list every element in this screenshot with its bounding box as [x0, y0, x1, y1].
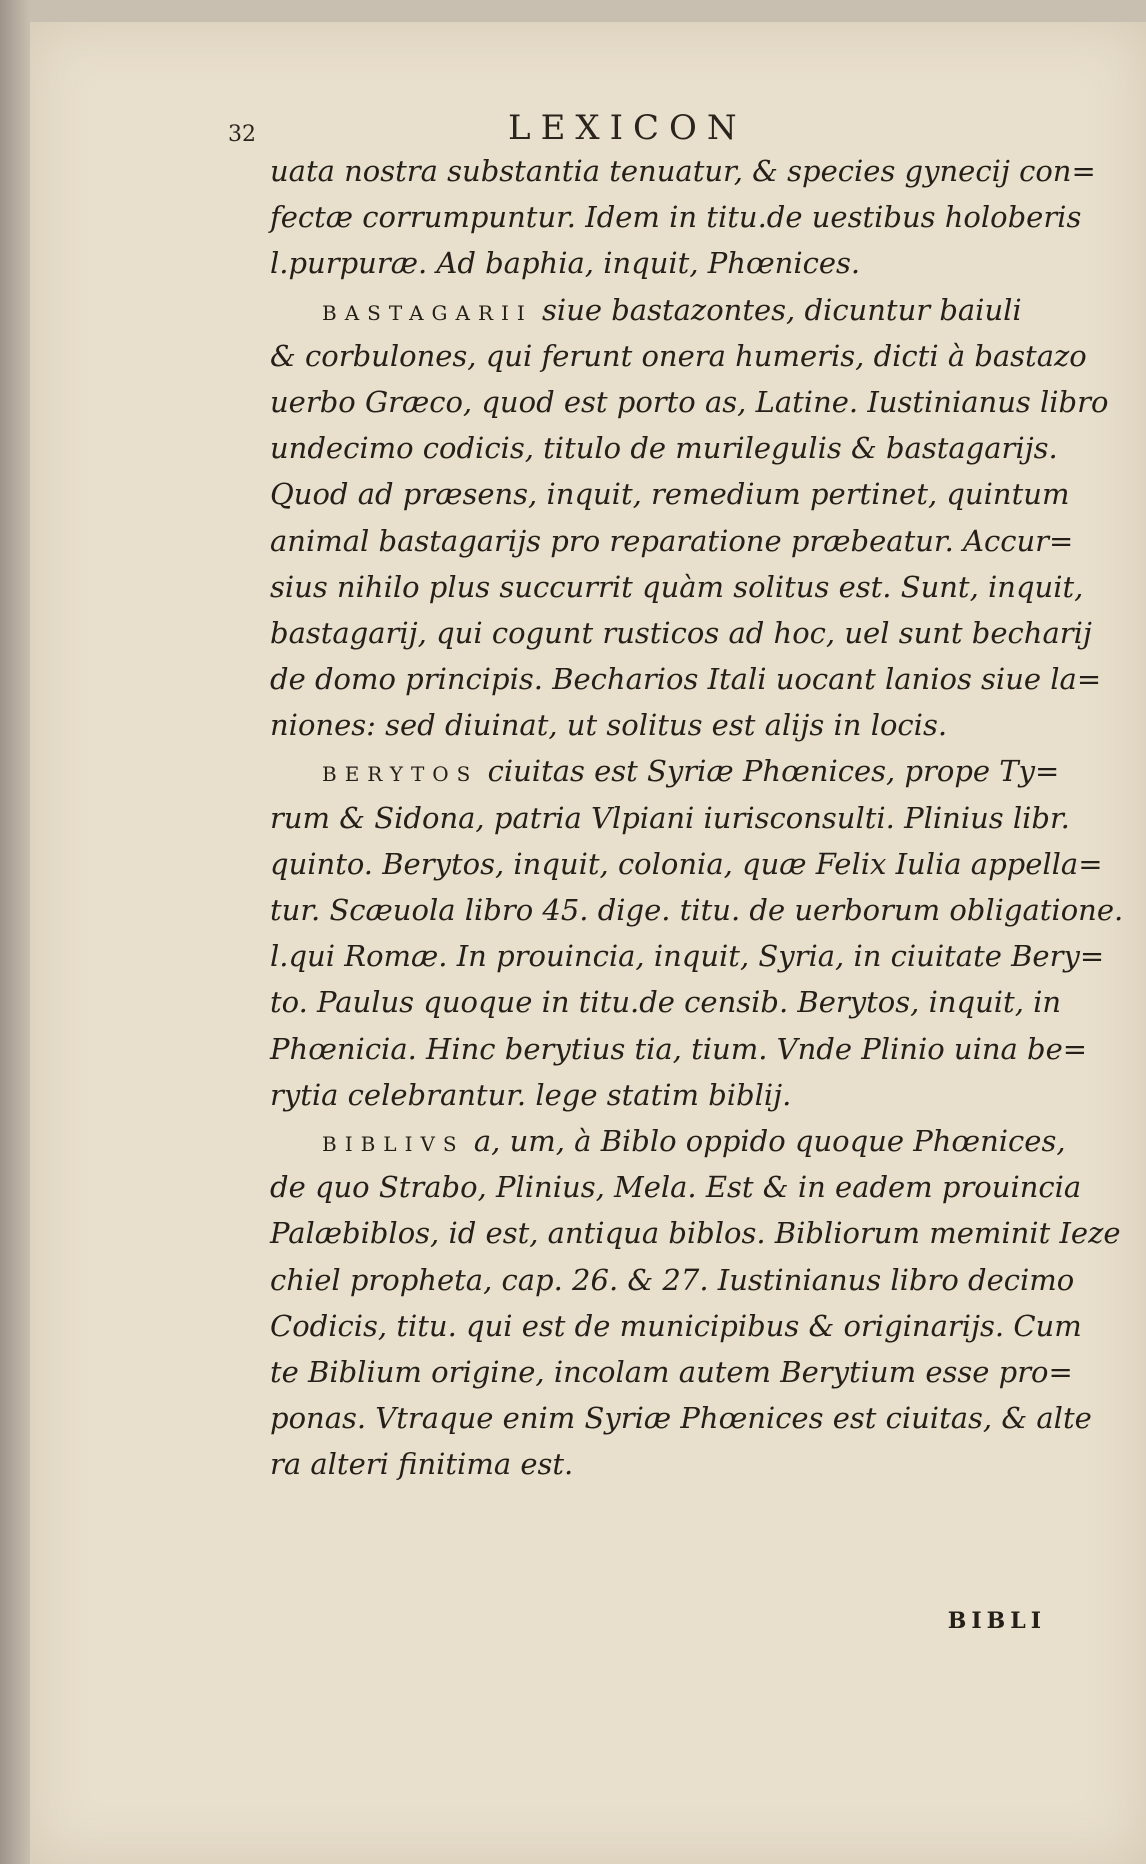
entry-bastagarii — [270, 287, 1110, 333]
body-text — [270, 148, 1124, 1487]
text-line: undecimo codicis, titulo de murilegulis & bastagarijs. — [270, 431, 1058, 466]
catchword: BIBLI — [947, 1608, 1046, 1634]
entry-biblius — [270, 1118, 1110, 1164]
text-line: bastagarij, qui cogunt rusticos ad hoc, uel sunt becharij — [270, 615, 1092, 650]
text-line: l.purpuræ. Ad baphia, inquit, Phœnices. — [270, 246, 861, 281]
text-line: uerbo Græco, quod est porto as, Latine. Iustinianus libro — [270, 384, 1109, 419]
headword-biblius: BIBLIVS — [322, 1131, 465, 1156]
text-line: Codicis, titu. qui est de municipibus & originarijs. Cum — [270, 1308, 1082, 1343]
text-line: chiel propheta, cap. 26. & 27. Iustinianus libro decimo — [270, 1262, 1075, 1297]
running-head — [0, 108, 1146, 148]
text-line: fectæ corrumpuntur. Idem in titu.de uestibus holoberis — [270, 200, 1082, 235]
page-number: 32 — [228, 122, 256, 147]
text-line: siue bastazontes, dicuntur baiuli — [542, 292, 1022, 327]
text-line: rytia celebrantur. lege statim biblij. — [270, 1077, 792, 1112]
text-line: Phœnicia. Hinc berytius tia, tium. Vnde Plinio uina be= — [270, 1031, 1088, 1066]
text-line: animal bastagarijs pro reparatione præbeatur. Accur= — [270, 523, 1074, 558]
text-line: Quod ad præsens, inquit, remedium pertinet, quintum — [270, 477, 1070, 512]
text-line: sius nihilo plus succurrit quàm solitus est. Sunt, inquit, — [270, 569, 1084, 604]
text-line: ciuitas est Syriæ Phœnices, prope Ty= — [487, 754, 1060, 789]
text-line: ponas. Vtraque enim Syriæ Phœnices est ciuitas, & alte — [270, 1401, 1092, 1436]
entry-berytos — [270, 748, 1110, 794]
text-line: to. Paulus quoque in titu.de censib. Berytos, inquit, in — [270, 985, 1062, 1020]
text-line: uata nostra substantia tenuatur, & species gynecij con= — [270, 154, 1096, 188]
text-line: tur. Scæuola libro 45. dige. titu. de uerborum obligatione. — [270, 893, 1124, 927]
text-line: l.qui Romæ. In prouincia, inquit, Syria, in ciuitate Bery= — [270, 939, 1105, 974]
text-line: de quo Strabo, Plinius, Mela. Est & in eadem prouincia — [270, 1170, 1082, 1205]
text-line: & corbulones, qui ferunt onera humeris, dicti à bastazo — [270, 338, 1087, 373]
headword-berytos: BERYTOS — [322, 762, 479, 787]
text-line: quinto. Berytos, inquit, colonia, quæ Felix Iulia appella= — [270, 846, 1103, 881]
page-title: LEXICON — [508, 108, 747, 148]
text-line: niones: sed diuinat, ut solitus est alijs in locis. — [270, 708, 948, 743]
text-line: a, um, à Biblo oppido quoque Phœnices, — [473, 1123, 1066, 1158]
text-line: ra alteri finitima est. — [270, 1447, 574, 1482]
text-line: rum & Sidona, patria Vlpiani iurisconsulti. Plinius libr. — [270, 800, 1070, 835]
text-line: Palæbiblos, id est, antiqua biblos. Bibliorum meminit Ieze — [270, 1216, 1121, 1251]
text-line: de domo principis. Becharios Itali uocant lanios siue la= — [270, 662, 1102, 697]
text-line: te Biblium origine, incolam autem Berytium esse pro= — [270, 1354, 1073, 1389]
page-edge — [0, 0, 30, 1864]
headword-bastagarii: BASTAGARII — [322, 300, 533, 325]
